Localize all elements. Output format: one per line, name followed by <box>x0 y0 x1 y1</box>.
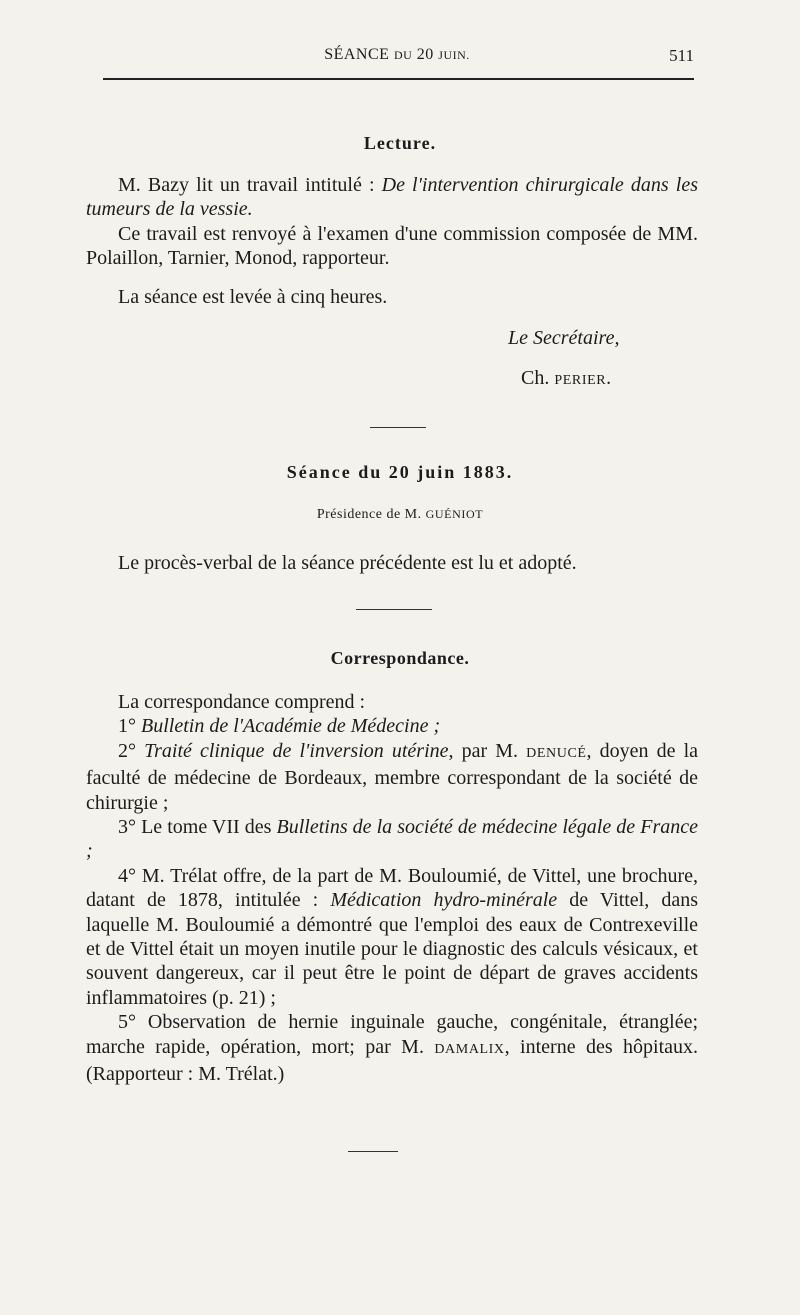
running-head: SÉANCE DU 20 JUIN. <box>324 46 470 63</box>
paragraph: M. Bazy lit un travail intitulé : De l'intervention chirurgicale dans les tumeurs de la vessie. <box>86 174 698 221</box>
correspondance-body <box>86 690 698 1087</box>
paragraph: Ce travail est renvoyé à l'examen d'une commission composée de MM. Polaillon, Tarnier, Monod, rapporteur. <box>86 222 698 270</box>
work-title: Médication hydro-minérale <box>330 889 558 912</box>
paragraph: Le procès-verbal de la séance précédente est lu et adopté. <box>118 552 577 574</box>
signature-name: Ch. PERIER. <box>521 367 612 389</box>
work-title: Bulletins de la société de médecine légale de France ; <box>86 816 698 863</box>
section-divider <box>356 609 432 610</box>
work-title: Bulletin de l'Académie de Médecine ; <box>141 715 441 738</box>
presidency-line: Présidence de M. GUÉNIOT <box>316 507 484 522</box>
section-heading-correspondance: Correspondance. <box>330 648 470 668</box>
paragraph: La correspondance comprend : <box>118 691 366 713</box>
page-header <box>100 46 694 76</box>
list-item: 4° M. Trélat offre, de la part de M. Bouloumié, de Vittel, une brochure, datant de 1878, intitulée : Médication hydro-minérale de Vittel, dans laquelle M. Bouloumié a démontré que l'emploi des eaux de Contrexeville et de Vittel était un moyen inutile pour le diagnostic des calculs vésicaux, et souvent dangereux, car il peut être le point de départ de graves accidents inflammatoires (p. 21) ; <box>86 864 698 1009</box>
lecture-body <box>86 173 698 309</box>
paragraph: La séance est levée à cinq heures. <box>118 285 388 308</box>
signature-role: Le Secrétaire, <box>508 327 620 349</box>
list-item: 1° Bulletin de l'Académie de Médecine ; <box>118 715 441 738</box>
work-title: Traité clinique de l'inversion utérine <box>144 739 449 762</box>
section-divider <box>348 1151 398 1152</box>
list-item: 2° Traité clinique de l'inversion utérine, par M. DENUCÉ, doyen de la faculté de médecine de Bordeaux, membre correspondant de la société de chirurgie ; <box>86 739 699 814</box>
section-heading-lecture: Lecture. <box>363 133 437 153</box>
header-rule <box>103 78 694 80</box>
work-title: De l'intervention chirurgicale dans les tumeurs de la vessie. <box>86 174 698 221</box>
minutes-body <box>86 551 698 575</box>
section-divider <box>370 427 426 428</box>
page-number: 511 <box>669 46 694 65</box>
list-item: 5° Observation de hernie inguinale gauche, congénitale, étranglée; marche rapide, opération, mort; par M. DAMALIX, interne des hôpitaux. (Rapporteur : M. Trélat.) <box>86 1011 699 1086</box>
list-item: 3° Le tome VII des Bulletins de la société de médecine légale de France ; <box>86 816 698 863</box>
session-title: Séance du 20 juin 1883. <box>286 462 514 482</box>
